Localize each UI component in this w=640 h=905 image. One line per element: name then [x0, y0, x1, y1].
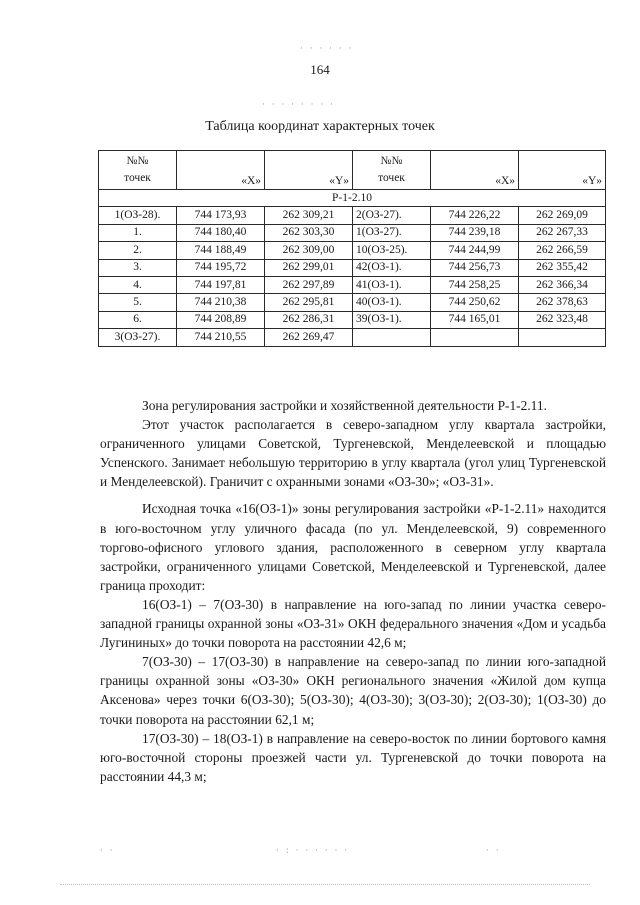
header-y-left: «Y»: [265, 151, 353, 190]
cell-point-number: 10(ОЗ-25).: [353, 242, 431, 259]
cell-point-number: 5.: [99, 294, 177, 311]
cell-y-value: 262 378,63: [519, 294, 606, 311]
cell-x-value: 744 258,25: [431, 276, 519, 293]
cell-point-number: 2.: [99, 242, 177, 259]
cell-point-number: 40(ОЗ-1).: [353, 294, 431, 311]
table-row: [99, 259, 606, 276]
header-num-line2: точек: [124, 172, 151, 184]
header-x-right: «X»: [431, 151, 519, 190]
body-text: [100, 396, 606, 786]
cell-x-value: 744 250,62: [431, 294, 519, 311]
table-row: [99, 276, 606, 293]
header-num-line1: №№: [380, 155, 403, 167]
cell-x-value: 744 208,89: [177, 311, 265, 328]
cell-x-value: 744 197,81: [177, 276, 265, 293]
cell-y-value: 262 366,34: [519, 276, 606, 293]
header-point-number-left: [99, 151, 177, 190]
cell-point-number: 6.: [99, 311, 177, 328]
scan-noise: · ·: [100, 846, 115, 856]
scan-edge-line: [60, 884, 590, 885]
table-row: [99, 242, 606, 259]
cell-x-value: 744 188,49: [177, 242, 265, 259]
page-number: 164: [310, 62, 330, 77]
cell-x-value: 744 239,18: [431, 224, 519, 241]
cell-y-value: 262 267,33: [519, 224, 606, 241]
paragraph-segment-1: 16(ОЗ-1) – 7(ОЗ-30) в направление на юго-запад по линии участка северо-западной границы охранной зоны «ОЗ-31» ОКН федерального значения «Дом и усадьба Лугининых» до точки поворота на расстоянии 42,6 м;: [100, 596, 606, 651]
cell-x-value: 744 226,22: [431, 207, 519, 224]
cell-x-value: 744 180,40: [177, 224, 265, 241]
cell-y-value: 262 355,42: [519, 259, 606, 276]
section-label: Р-1-2.10: [99, 190, 606, 207]
cell-point-number: 1(ОЗ-27).: [353, 224, 431, 241]
cell-x-value: 744 244,99: [431, 242, 519, 259]
header-num-line1: №№: [126, 155, 149, 167]
scan-noise: · · · · · ·: [300, 44, 354, 54]
cell-y-value: [519, 329, 606, 346]
scan-noise: · : · · · · · ·: [276, 846, 350, 856]
cell-point-number: 39(ОЗ-1).: [353, 311, 431, 328]
zone-heading: Зона регулирования застройки и хозяйственной деятельности Р-1-2.11.: [142, 398, 547, 413]
cell-y-value: 262 266,59: [519, 242, 606, 259]
cell-x-value: 744 195,72: [177, 259, 265, 276]
cell-y-value: 262 269,09: [519, 207, 606, 224]
cell-x-value: 744 256,73: [431, 259, 519, 276]
scan-noise: · · · · · · · ·: [262, 100, 335, 110]
cell-point-number: [353, 329, 431, 346]
header-y-right: «Y»: [519, 151, 606, 190]
cell-y-value: 262 309,21: [265, 207, 353, 224]
table-row: [99, 207, 606, 224]
cell-y-value: 262 323,48: [519, 311, 606, 328]
header-num-line2: точек: [378, 172, 405, 184]
table-row: [99, 224, 606, 241]
cell-point-number: 41(ОЗ-1).: [353, 276, 431, 293]
header-point-number-right: [353, 151, 431, 190]
cell-point-number: 42(ОЗ-1).: [353, 259, 431, 276]
paragraph-start-point: Исходная точка «16(ОЗ-1)» зоны регулирования застройки «Р-1-2.11» находится в юго-восточном углу уличного фасада (по ул. Менделеевской, 9) современного торгово-офисного углового здания, расположенного в северном углу квартала застройки, ограниченного улицами Советской, Менделеевской и Тургеневской, далее граница проходит:: [100, 501, 606, 593]
cell-y-value: 262 303,30: [265, 224, 353, 241]
cell-y-value: 262 286,31: [265, 311, 353, 328]
cell-point-number: 1(ОЗ-28).: [99, 207, 177, 224]
cell-x-value: 744 210,55: [177, 329, 265, 346]
table-row: [99, 294, 606, 311]
cell-y-value: 262 269,47: [265, 329, 353, 346]
cell-point-number: 2(ОЗ-27).: [353, 207, 431, 224]
cell-point-number: 1.: [99, 224, 177, 241]
cell-point-number: 3(ОЗ-27).: [99, 329, 177, 346]
cell-x-value: 744 165,01: [431, 311, 519, 328]
coordinates-table: [98, 150, 606, 347]
cell-y-value: 262 299,01: [265, 259, 353, 276]
cell-y-value: 262 295,81: [265, 294, 353, 311]
header-x-left: «X»: [177, 151, 265, 190]
cell-x-value: [431, 329, 519, 346]
paragraph-segment-2: 7(ОЗ-30) – 17(ОЗ-30) в направление на северо-запад по линии юго-западной границы охранной зоны «ОЗ-30» ОКН регионального значения «Жилой дом купца Аксенова» через точки 6(ОЗ-30); 5(ОЗ-30); 4(ОЗ-30); 3(ОЗ-30); 2(ОЗ-30); 1(ОЗ-30) до точки поворота на расстоянии 62,1 м;: [100, 654, 606, 727]
scan-noise: · ·: [486, 846, 501, 856]
paragraph-description: Этот участок располагается в северо-западном углу квартала застройки, ограниченного улицами Советской, Тургеневской, Менделеевской и площадью Успенского. Занимает небольшую территорию в углу квартала (угол улиц Тургеневской и Менделеевской). Граничит с охранными зонами «ОЗ-30»; «ОЗ-31».: [100, 417, 606, 490]
cell-point-number: 3.: [99, 259, 177, 276]
table-row: [99, 329, 606, 346]
cell-x-value: 744 173,93: [177, 207, 265, 224]
paragraph-segment-3: 17(ОЗ-30) – 18(ОЗ-1) в направление на северо-восток по линии бортового камня юго-восточной стороны проезжей части ул. Тургеневской до точки поворота на расстоянии 44,3 м;: [100, 730, 606, 784]
cell-x-value: 744 210,38: [177, 294, 265, 311]
table-row: [99, 311, 606, 328]
table-title: Таблица координат характерных точек: [205, 119, 435, 134]
cell-point-number: 4.: [99, 276, 177, 293]
cell-y-value: 262 309,00: [265, 242, 353, 259]
cell-y-value: 262 297,89: [265, 276, 353, 293]
